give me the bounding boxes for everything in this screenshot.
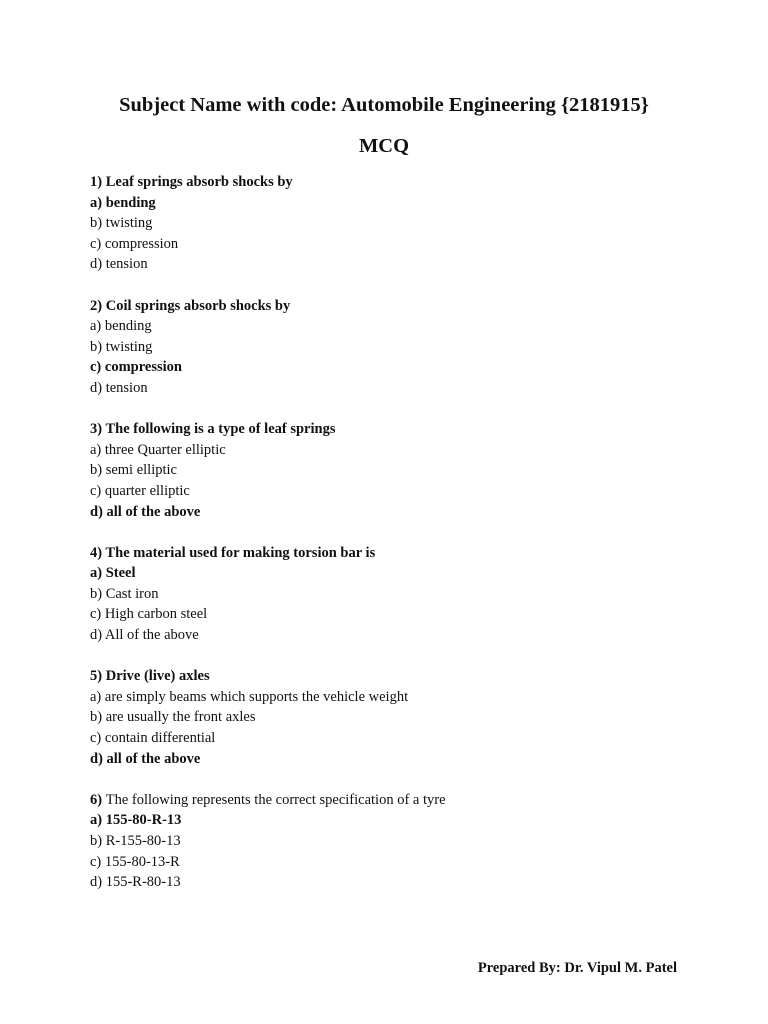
page-title: Subject Name with code: Automobile Engineering {2181915} [119,94,649,116]
option-b: b) semi elliptic [90,462,177,479]
option-d: d) tension [90,256,148,273]
option-b: b) twisting [90,215,153,232]
page-subtitle: MCQ [358,135,410,157]
question-3 [90,419,710,522]
option-d: d) 155-R-80-13 [90,874,181,891]
question-body: Leaf springs absorb shocks by [105,174,293,190]
question-body: Drive (live) axles [105,668,210,685]
option-b: b) are usually the front axles [90,709,256,726]
question-text [90,666,710,687]
question-body: The following represents the correct specification of a tyre [105,791,446,808]
question-number: 6) [90,791,103,808]
option-c: c) High carbon steel [90,606,208,623]
option-d: d) tension [90,379,148,396]
question-1 [90,172,710,275]
question-body: Coil springs absorb shocks by [105,297,291,314]
option-a: a) three Quarter elliptic [90,441,226,458]
option-c: c) contain differential [90,730,216,747]
prepared-by: Prepared By: Dr. Vipul M. Patel [477,960,677,976]
question-body: The following is a type of leaf springs [105,421,336,438]
option-a: a) 155-80-R-13 [90,812,182,829]
question-number: 4) [90,544,103,561]
option-c: c) quarter elliptic [90,482,190,499]
option-a: a) are simply beams which supports the vehicle weight [90,688,409,705]
question-text [90,543,710,564]
option-a: a) Steel [90,565,136,582]
option-d: d) all of the above [90,503,201,520]
option-c: c) 155-80-13-R [90,853,180,870]
question-4 [90,543,710,646]
option-b: b) twisting [90,338,153,355]
question-text [90,419,710,440]
option-b: b) R-155-80-13 [90,833,181,849]
option-b: b) Cast iron [90,585,159,602]
option-d: d) All of the above [90,627,199,644]
question-2 [90,296,710,399]
question-6 [90,790,710,893]
question-number: 5) [90,668,103,685]
question-5 [90,666,710,769]
question-body: The material used for making torsion bar is [105,544,376,561]
option-c: c) compression [90,359,182,376]
question-number: 3) [90,421,103,438]
question-number: 1) [90,174,103,190]
question-list [90,172,710,913]
question-text [90,296,710,317]
option-c: c) compression [90,235,179,252]
option-a: a) bending [90,194,156,211]
question-number: 2) [90,297,103,314]
question-text [90,790,710,811]
option-a: a) bending [90,318,152,335]
option-d: d) all of the above [90,750,201,767]
question-text [90,172,710,193]
